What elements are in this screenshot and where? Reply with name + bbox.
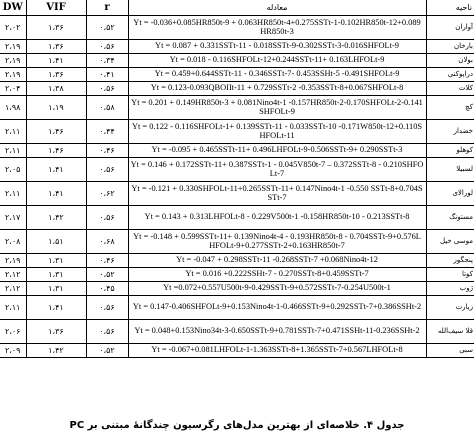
- dw-cell: ۲،۰۵: [0, 158, 26, 182]
- table-row: [0, 320, 474, 344]
- dw-cell: ۲،۱۹: [0, 40, 26, 54]
- equation-cell: Yt = 0.087 + 0.331SSTt-11 - 0.018SSTt-9-0.302SSTt-3-0.016SHFOLt-9: [128, 40, 426, 54]
- station-cell: لسبیلا: [426, 158, 474, 182]
- vif-cell: ۱،۳۱: [26, 268, 86, 282]
- r-cell: ۰،۵۸: [86, 96, 128, 120]
- table-row: [0, 254, 474, 268]
- vif-cell: ۱،۳۶: [26, 16, 86, 40]
- equation-cell: Yt = -0.095 + 0.465SSTt-11+ 0.496LHFOLt-9-0.506SSTt-9+ 0.290SSTt-3: [128, 144, 426, 158]
- table-row: [0, 230, 474, 254]
- station-cell: کچ: [426, 96, 474, 120]
- r-cell: ۰،۳۴: [86, 54, 128, 68]
- dw-cell: ۲،۱۹: [0, 68, 26, 82]
- station-cell: بارخان: [426, 40, 474, 54]
- equation-cell: Yt = 0.146 + 0.172SSTt-11+ 0.387SSTt-1 - 0.045V850t-7 – 0.372SSTt-8 - 0.210SHFOLt-7: [128, 158, 426, 182]
- station-cell: کوتا: [426, 268, 474, 282]
- equation-cell: Yt = 0.201 + 0.149HR850t-3 + 0.081Nino4t-1 -0.157HR850t-2-0.170SHFOLt-2-0.141SHFOLt-9: [128, 96, 426, 120]
- table-row: [0, 268, 474, 282]
- vif-cell: ۱،۴۱: [26, 296, 86, 320]
- equation-cell: Yt = -0.036+0.085HR850t-9 + 0.063HR850t-4+0.275SSTt-1-0.102HR850t-12+0.089HR850t-3: [128, 16, 426, 40]
- vif-cell: ۱،۱۹: [26, 96, 86, 120]
- r-cell: ۰،۴۵: [86, 282, 128, 296]
- table-row: [0, 344, 474, 358]
- equation-cell: Yt = -0.067+0.081LHFOLt-1-1.363SSTt-8+1.365SSTt-7+0.567LHFOLt-8: [128, 344, 426, 358]
- dw-cell: ۲،۰۶: [0, 320, 26, 344]
- dw-cell: ۲،۱۱: [0, 120, 26, 144]
- header-dw: DW: [0, 0, 26, 16]
- vif-cell: ۱،۵۱: [26, 230, 86, 254]
- table-row: [0, 82, 474, 96]
- r-cell: ۰،۵۶: [86, 206, 128, 230]
- dw-cell: ۲،۱۲: [0, 268, 26, 282]
- table-row: [0, 144, 474, 158]
- dw-cell: ۲،۱۷: [0, 206, 26, 230]
- vif-cell: ۱،۴۶: [26, 144, 86, 158]
- header-station: ناحیه: [426, 0, 474, 16]
- vif-cell: ۱،۴۱: [26, 158, 86, 182]
- station-cell: قلا سیف‌الله: [426, 320, 474, 344]
- dw-cell: ۲،۱۲: [0, 282, 26, 296]
- table-body: [0, 16, 474, 358]
- equation-cell: Yt = -0.148 + 0.599SSTt-11+ 0.139Nino4t-4 - 0.193HR850t-8 - 0.704SSTt-9+0.576LHFOLt-9+0.277SSTt-2+0.163HR850t-7: [128, 230, 426, 254]
- station-cell: ژوب: [426, 282, 474, 296]
- vif-cell: ۱،۳۱: [26, 282, 86, 296]
- vif-cell: ۱،۳۶: [26, 68, 86, 82]
- station-cell: آواران: [426, 16, 474, 40]
- dw-cell: ۲،۱۱: [0, 296, 26, 320]
- r-cell: ۰،۵۶: [86, 320, 128, 344]
- table-row: [0, 96, 474, 120]
- equation-cell: Yt = 0.459+0.644SSTt-11 - 0.346SSTt-7- 0.453SSHt-5 -0.491SHFOLt-9: [128, 68, 426, 82]
- r-cell: ۰،۶۲: [86, 182, 128, 206]
- header-equation: معادله: [128, 0, 426, 16]
- station-cell: زیارت: [426, 296, 474, 320]
- vif-cell: ۱،۴۱: [26, 54, 86, 68]
- header-r: r: [86, 0, 128, 16]
- table-row: [0, 120, 474, 144]
- equation-cell: Yt = 0.143 + 0.313LHFOLt-8 - 0.229V500t-1 -0.158HR850t-10 - 0.213SSTt-8: [128, 206, 426, 230]
- table-caption: جدول ۴. خلاصه‌ای از بهترین مدل‌های رگرسیون چندگانهٔ مبتنی بر PC: [69, 420, 405, 431]
- table-row: [0, 40, 474, 54]
- table-row: [0, 158, 474, 182]
- station-cell: مستونگ: [426, 206, 474, 230]
- station-cell: پنجگور: [426, 254, 474, 268]
- r-cell: ۰،۴۶: [86, 144, 128, 158]
- table-row: [0, 296, 474, 320]
- equation-cell: Yt = 0.122 - 0.116SHFOLt-1+ 0.139SSTt-11 - 0.033SSTt-10 -0.171W850t-12+0.110SHFOLt-11: [128, 120, 426, 144]
- equation-cell: Yt = 0.123-0.093QBOIIt-11 + 0.729SSTt-2 -0.353SSTt-8+0.067SHFOLt-8: [128, 82, 426, 96]
- r-cell: ۰،۵۲: [86, 268, 128, 282]
- header-vif: VIF: [26, 0, 86, 16]
- station-cell: کوهلو: [426, 144, 474, 158]
- r-cell: ۰،۴۶: [86, 254, 128, 268]
- r-cell: ۰،۵۲: [86, 16, 128, 40]
- station-cell: لورالای: [426, 182, 474, 206]
- dw-cell: ۲،۰۸: [0, 230, 26, 254]
- station-cell: موسی خیل: [426, 230, 474, 254]
- station-cell: بولان: [426, 54, 474, 68]
- vif-cell: ۱،۴۲: [26, 344, 86, 358]
- table-row: [0, 282, 474, 296]
- table-row: [0, 206, 474, 230]
- r-cell: ۰،۵۶: [86, 40, 128, 54]
- vif-cell: ۱،۴۲: [26, 206, 86, 230]
- r-cell: ۰،۴۴: [86, 120, 128, 144]
- equation-cell: Yt = -0.121 + 0.330SHFOLt-11+0.265SSTt-11+ 0.147Nino4t-1 -0.550 SSTt-8+0.704SSTt-7: [128, 182, 426, 206]
- dw-cell: ۲،۱۹: [0, 54, 26, 68]
- station-cell: کلات: [426, 82, 474, 96]
- table-row: [0, 16, 474, 40]
- equation-cell: Yt =0.072+0.557U500t-9-0.429SSTt-9+0.572SSTt-7-0.254U500t-1: [128, 282, 426, 296]
- vif-cell: ۱،۴۶: [26, 120, 86, 144]
- vif-cell: ۱،۳۸: [26, 82, 86, 96]
- r-cell: ۰،۵۶: [86, 296, 128, 320]
- table-row: [0, 68, 474, 82]
- station-cell: دراپوکنی: [426, 68, 474, 82]
- equation-cell: Yt = 0.048+0.153Nino34t-3-0.650SSTt-9+0.781SSTt-7+0.471SSHt-11-0.236SSHt-2: [128, 320, 426, 344]
- r-cell: ۰،۵۲: [86, 344, 128, 358]
- dw-cell: ۲،۱۹: [0, 254, 26, 268]
- r-cell: ۰،۶۸: [86, 230, 128, 254]
- station-cell: سبی: [426, 344, 474, 358]
- table-row: [0, 54, 474, 68]
- r-cell: ۰،۵۶: [86, 82, 128, 96]
- equation-cell: Yt = -0.047 + 0.298SSTt-11 -0.268SSTt-7 +0.068Nino4t-12: [128, 254, 426, 268]
- dw-cell: ۲،۰۹: [0, 344, 26, 358]
- dw-cell: ۱،۹۸: [0, 96, 26, 120]
- r-cell: ۰،۴۱: [86, 68, 128, 82]
- dw-cell: ۲،۰۴: [0, 82, 26, 96]
- station-cell: خضدار: [426, 120, 474, 144]
- table-row: [0, 182, 474, 206]
- r-cell: ۰،۵۶: [86, 158, 128, 182]
- dw-cell: ۲،۰۲: [0, 16, 26, 40]
- equation-cell: Yt = 0.018 - 0.116SHFOLt-12+0.244SSTt-11+ 0.163LHFOLt-9: [128, 54, 426, 68]
- table-header-row: [0, 0, 474, 16]
- equation-cell: Yt = 0.147-0.406SHFOLt-9+0.153Nino4t-1-0.466SSTt-9+0.292SSTt-7+0.386SSHt-2: [128, 296, 426, 320]
- vif-cell: ۱،۳۶: [26, 320, 86, 344]
- vif-cell: ۱،۳۶: [26, 40, 86, 54]
- dw-cell: ۲،۱۱: [0, 144, 26, 158]
- vif-cell: ۱،۴۱: [26, 182, 86, 206]
- dw-cell: ۲،۱۱: [0, 182, 26, 206]
- vif-cell: ۱،۳۱: [26, 254, 86, 268]
- equation-cell: Yt = 0.016 +0.222SSHt-7 - 0.270SSTt-8+0.459SSTt-7: [128, 268, 426, 282]
